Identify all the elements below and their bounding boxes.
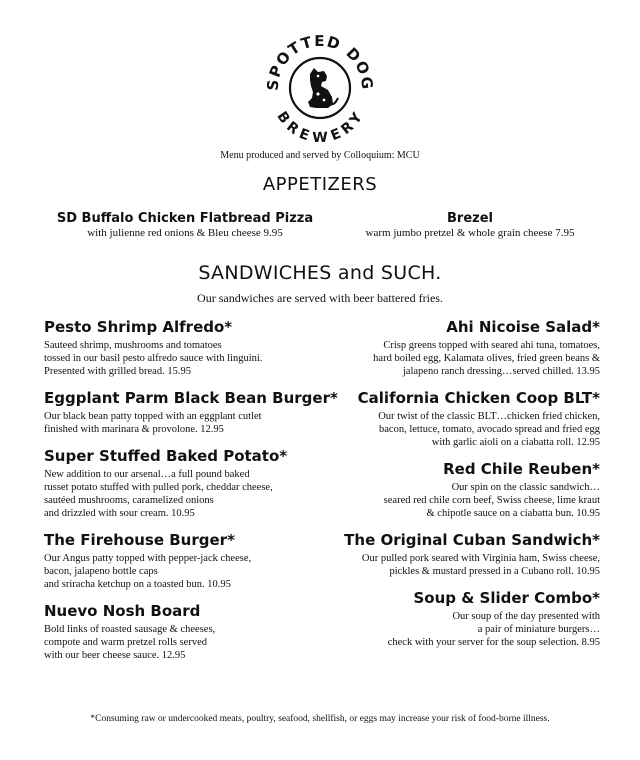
- desc-line: Bold links of roasted sausage & cheeses,: [44, 624, 216, 635]
- menu-item-name: Nuevo Nosh Board: [44, 602, 201, 620]
- menu-item-desc: [318, 339, 600, 378]
- desc-line: Our twist of the classic BLT…chicken fried chicken,: [378, 411, 600, 422]
- dog-icon: [308, 68, 338, 108]
- menu-item-name: The Firehouse Burger*: [44, 531, 235, 549]
- desc-line: Our pulled pork seared with Virginia ham, Swiss cheese,: [361, 553, 600, 564]
- desc-line: with garlic aioli on a ciabatta roll. 12.95: [431, 437, 600, 448]
- menu-item-name: Eggplant Parm Black Bean Burger*: [44, 389, 338, 407]
- desc-line: Our spin on the classic sandwich…: [451, 482, 600, 493]
- desc-line: a pair of miniature burgers…: [477, 624, 600, 635]
- menu-item-desc: [318, 410, 600, 449]
- desc-line: tossed in our basil pesto alfredo sauce with linguini.: [44, 353, 263, 364]
- appetizer-desc: warm jumbo pretzel & whole grain cheese 7.95: [365, 227, 575, 239]
- sandwiches-note: Our sandwiches are served with beer battered fries.: [197, 291, 443, 305]
- appetizer-desc: with julienne red onions & Bleu cheese 9.95: [87, 227, 283, 239]
- appetizer-item: [330, 211, 610, 239]
- menu-item-name: Soup & Slider Combo*: [413, 589, 600, 607]
- desc-line: russet potato stuffed with pulled pork, cheddar cheese,: [44, 482, 273, 493]
- appetizer-item: [50, 211, 320, 239]
- svg-text:BREWERY: [274, 109, 367, 142]
- menu-item-desc: [318, 481, 600, 520]
- menu-item-name: California Chicken Coop BLT*: [357, 389, 600, 407]
- desc-line: seared red chile corn beef, Swiss cheese, lime kraut: [383, 495, 600, 506]
- desc-line: bacon, jalapeno bottle caps: [44, 566, 158, 577]
- menu-item: [318, 531, 600, 578]
- desc-line: pickles & mustard pressed in a Cubano roll. 10.95: [389, 566, 600, 577]
- menu-item: [44, 602, 326, 662]
- desc-line: compote and warm pretzel rolls served: [44, 637, 207, 648]
- appetizer-name: SD Buffalo Chicken Flatbread Pizza: [56, 211, 314, 226]
- desc-line: Sauteed shrimp, mushrooms and tomatoes: [44, 340, 222, 351]
- menu-item-desc: [44, 410, 326, 436]
- menu-item-desc: [44, 339, 326, 378]
- menu-item-desc: [318, 552, 600, 578]
- desc-line: and sriracha ketchup on a toasted bun. 10.95: [44, 579, 231, 590]
- logo-bottom-text: BREWERY: [273, 108, 367, 142]
- menu-item-name: Pesto Shrimp Alfredo*: [44, 318, 233, 336]
- sandwiches-heading: SANDWICHES and SUCH.: [198, 262, 442, 284]
- menu-item: [318, 389, 600, 449]
- desc-line: finished with marinara & provolone. 12.95: [44, 424, 224, 435]
- food-safety-disclaimer: *Consuming raw or undercooked meats, poultry, seafood, shellfish, or eggs may increase your risk of food-borne illness.: [90, 714, 550, 724]
- desc-line: Presented with grilled bread. 15.95: [44, 366, 191, 377]
- desc-line: and drizzled with sour cream. 10.95: [44, 508, 195, 519]
- desc-line: Crisp greens topped with seared ahi tuna, tomatoes,: [383, 340, 600, 351]
- desc-line: New addition to our arsenal…a full pound baked: [44, 469, 250, 480]
- menu-item-desc: [318, 610, 600, 649]
- menu-item-name: Red Chile Reuben*: [443, 460, 600, 478]
- appetizer-name: Brezel: [447, 211, 493, 226]
- brewery-logo: [266, 34, 374, 142]
- menu-item: [318, 589, 600, 649]
- menu-column-left: [44, 318, 338, 673]
- logo-top-text: POTTED DO: [266, 34, 374, 80]
- desc-line: Our black bean patty topped with an eggplant cutlet: [44, 411, 262, 422]
- desc-line: sautéed mushrooms, caramelized onions: [44, 495, 214, 506]
- desc-line: check with your server for the soup selection. 8.95: [387, 637, 600, 648]
- desc-line: Our Angus patty topped with pepper-jack cheese,: [44, 553, 252, 564]
- produced-by-text: Menu produced and served by Colloquium: MCU: [220, 150, 420, 161]
- appetizers-heading: APPETIZERS: [262, 174, 378, 195]
- menu-item: [44, 389, 338, 436]
- desc-line: & chipotle sauce on a ciabatta bun. 10.95: [426, 508, 600, 519]
- menu-item-desc: [44, 468, 326, 520]
- menu-item-name: The Original Cuban Sandwich*: [344, 531, 600, 549]
- menu-item-desc: [44, 552, 326, 591]
- menu-item: [44, 531, 326, 591]
- desc-line: jalapeno ranch dressing…served chilled. 13.95: [402, 366, 600, 377]
- menu-column-right: [318, 318, 600, 660]
- menu-item: [318, 318, 600, 378]
- menu-item-desc: [44, 623, 326, 662]
- desc-line: bacon, lettuce, tomato, avocado spread and fried egg: [379, 424, 600, 435]
- desc-line: hard boiled egg, Kalamata olives, fried green beans &: [373, 353, 600, 364]
- menu-item: [44, 318, 326, 378]
- desc-line: with our beer cheese sauce. 12.95: [44, 650, 186, 661]
- menu-item: [44, 447, 326, 520]
- menu-item-name: Super Stuffed Baked Potato*: [44, 447, 288, 465]
- menu-item: [318, 460, 600, 520]
- menu-item-name: Ahi Nicoise Salad*: [446, 318, 600, 336]
- desc-line: Our soup of the day presented with: [452, 611, 600, 622]
